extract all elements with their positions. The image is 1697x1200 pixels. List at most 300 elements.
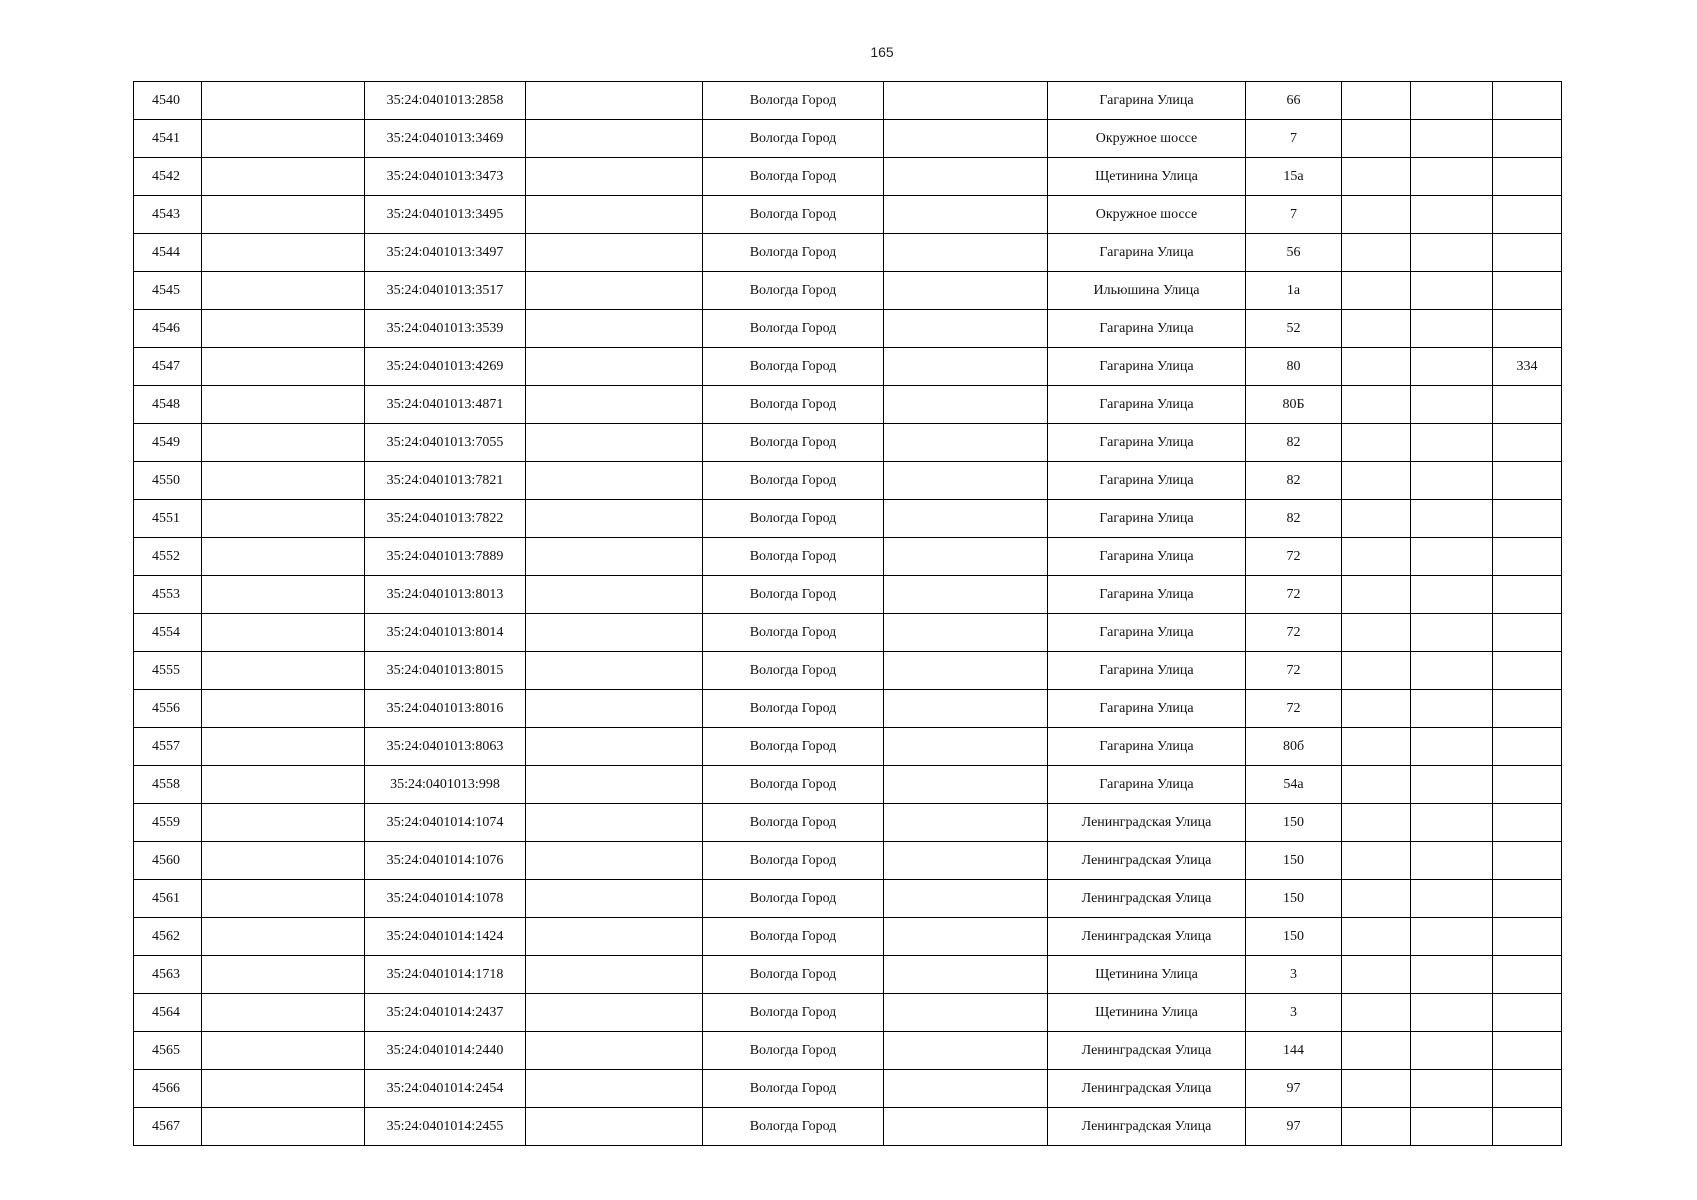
cell-row-number: 4563 [134,956,202,994]
cell-empty [526,690,703,728]
cell-cadastral-number: 35:24:0401013:3473 [365,158,526,196]
cell-empty [202,462,365,500]
cell-row-number: 4562 [134,918,202,956]
cell-cadastral-number: 35:24:0401014:2454 [365,1070,526,1108]
cell-empty [1342,956,1411,994]
cell-empty [202,272,365,310]
cell-city: Вологда Город [703,158,884,196]
cell-extra-value [1493,196,1562,234]
cell-empty [1411,424,1493,462]
cell-street: Гагарина Улица [1048,652,1246,690]
cell-row-number: 4547 [134,348,202,386]
cell-empty [1342,614,1411,652]
cell-row-number: 4546 [134,310,202,348]
cell-street: Гагарина Улица [1048,310,1246,348]
cell-empty [884,728,1048,766]
cell-city: Вологда Город [703,956,884,994]
cell-empty [1342,82,1411,120]
cell-empty [526,880,703,918]
cell-empty [202,880,365,918]
cell-empty [1342,1070,1411,1108]
cell-empty [884,804,1048,842]
cell-cadastral-number: 35:24:0401014:2437 [365,994,526,1032]
cell-extra-value [1493,918,1562,956]
cell-city: Вологда Город [703,1032,884,1070]
cell-street: Гагарина Улица [1048,462,1246,500]
cell-empty [1342,196,1411,234]
cell-row-number: 4553 [134,576,202,614]
cell-street: Гагарина Улица [1048,348,1246,386]
cell-empty [202,804,365,842]
cell-extra-value [1493,82,1562,120]
cell-empty [526,804,703,842]
cell-street: Щетинина Улица [1048,158,1246,196]
cell-city: Вологда Город [703,994,884,1032]
cell-city: Вологда Город [703,1108,884,1146]
cell-row-number: 4559 [134,804,202,842]
cell-empty [526,272,703,310]
cell-street: Гагарина Улица [1048,500,1246,538]
cell-city: Вологда Город [703,728,884,766]
cell-empty [526,652,703,690]
table-row [134,500,1562,538]
cell-empty [526,728,703,766]
cell-city: Вологда Город [703,576,884,614]
cell-empty [884,272,1048,310]
cell-empty [884,386,1048,424]
page-number: 165 [870,44,894,60]
cell-city: Вологда Город [703,880,884,918]
cell-street: Ленинградская Улица [1048,918,1246,956]
cell-empty [202,690,365,728]
cell-extra-value [1493,994,1562,1032]
cell-row-number: 4549 [134,424,202,462]
cell-extra-value [1493,880,1562,918]
cell-street: Гагарина Улица [1048,728,1246,766]
cell-cadastral-number: 35:24:0401014:1078 [365,880,526,918]
cell-empty [1411,690,1493,728]
cell-empty [1411,158,1493,196]
cell-cadastral-number: 35:24:0401013:7055 [365,424,526,462]
cell-empty [202,1032,365,1070]
cell-cadastral-number: 35:24:0401013:7821 [365,462,526,500]
cell-house-number: 1а [1246,272,1342,310]
cell-empty [202,234,365,272]
cell-empty [1342,766,1411,804]
cell-extra-value [1493,804,1562,842]
cell-cadastral-number: 35:24:0401013:4871 [365,386,526,424]
cell-extra-value [1493,158,1562,196]
cell-empty [1342,804,1411,842]
cell-empty [884,82,1048,120]
cell-row-number: 4548 [134,386,202,424]
cell-empty [202,538,365,576]
cell-empty [884,158,1048,196]
cell-empty [1342,652,1411,690]
cell-row-number: 4567 [134,1108,202,1146]
cell-row-number: 4545 [134,272,202,310]
table-row [134,462,1562,500]
cell-street: Гагарина Улица [1048,424,1246,462]
cell-cadastral-number: 35:24:0401013:3495 [365,196,526,234]
cell-extra-value [1493,310,1562,348]
cell-cadastral-number: 35:24:0401013:8014 [365,614,526,652]
cell-city: Вологда Город [703,120,884,158]
cell-extra-value [1493,500,1562,538]
cell-empty [1411,82,1493,120]
cell-extra-value [1493,1108,1562,1146]
cell-empty [202,728,365,766]
cell-house-number: 82 [1246,462,1342,500]
cell-city: Вологда Город [703,82,884,120]
cell-empty [1411,386,1493,424]
cell-row-number: 4555 [134,652,202,690]
table-row [134,196,1562,234]
cell-city: Вологда Город [703,1070,884,1108]
cell-empty [526,1032,703,1070]
cell-empty [884,1070,1048,1108]
cell-city: Вологда Город [703,538,884,576]
cell-empty [1411,462,1493,500]
cell-empty [1411,310,1493,348]
cell-empty [884,424,1048,462]
cell-empty [526,310,703,348]
cell-row-number: 4565 [134,1032,202,1070]
cell-empty [884,652,1048,690]
cell-empty [526,576,703,614]
cell-empty [1342,386,1411,424]
table-row [134,614,1562,652]
cell-empty [884,1032,1048,1070]
cell-empty [526,462,703,500]
cell-empty [526,234,703,272]
cell-cadastral-number: 35:24:0401013:8013 [365,576,526,614]
cell-extra-value [1493,842,1562,880]
table-row [134,386,1562,424]
cell-empty [1342,994,1411,1032]
table-row [134,120,1562,158]
cell-empty [1342,690,1411,728]
cell-empty [202,614,365,652]
cell-row-number: 4544 [134,234,202,272]
cell-empty [1411,956,1493,994]
cell-empty [1342,728,1411,766]
cell-street: Ленинградская Улица [1048,842,1246,880]
cell-empty [1411,918,1493,956]
cell-house-number: 52 [1246,310,1342,348]
cell-extra-value [1493,1032,1562,1070]
cell-cadastral-number: 35:24:0401013:3469 [365,120,526,158]
cell-empty [884,690,1048,728]
cell-empty [884,614,1048,652]
cell-extra-value [1493,614,1562,652]
cell-empty [1342,310,1411,348]
cell-street: Гагарина Улица [1048,82,1246,120]
cell-house-number: 3 [1246,956,1342,994]
cell-house-number: 150 [1246,804,1342,842]
cell-row-number: 4552 [134,538,202,576]
cell-street: Гагарина Улица [1048,386,1246,424]
cell-house-number: 80Б [1246,386,1342,424]
cell-empty [1411,766,1493,804]
cell-empty [884,462,1048,500]
cell-empty [526,766,703,804]
table-row [134,804,1562,842]
cell-empty [1411,880,1493,918]
cell-row-number: 4564 [134,994,202,1032]
cell-house-number: 7 [1246,120,1342,158]
cell-row-number: 4554 [134,614,202,652]
cell-empty [1342,462,1411,500]
cell-extra-value [1493,766,1562,804]
cell-cadastral-number: 35:24:0401014:1074 [365,804,526,842]
cell-house-number: 97 [1246,1108,1342,1146]
cell-street: Окружное шоссе [1048,120,1246,158]
cell-street: Гагарина Улица [1048,538,1246,576]
cell-row-number: 4556 [134,690,202,728]
cell-cadastral-number: 35:24:0401013:3539 [365,310,526,348]
cell-row-number: 4540 [134,82,202,120]
cell-row-number: 4558 [134,766,202,804]
cell-empty [526,348,703,386]
cell-house-number: 66 [1246,82,1342,120]
cell-house-number: 150 [1246,918,1342,956]
cell-row-number: 4550 [134,462,202,500]
cell-extra-value: 334 [1493,348,1562,386]
cell-extra-value [1493,272,1562,310]
cell-house-number: 82 [1246,500,1342,538]
cell-empty [526,994,703,1032]
cell-empty [1411,614,1493,652]
cell-house-number: 7 [1246,196,1342,234]
cell-empty [526,842,703,880]
cell-row-number: 4557 [134,728,202,766]
cell-cadastral-number: 35:24:0401013:4269 [365,348,526,386]
cell-empty [1342,1108,1411,1146]
cell-empty [526,158,703,196]
cell-empty [1411,1108,1493,1146]
cell-empty [1411,994,1493,1032]
cell-empty [202,386,365,424]
cell-empty [202,766,365,804]
cell-empty [202,158,365,196]
cell-row-number: 4551 [134,500,202,538]
cell-empty [202,196,365,234]
cell-street: Ленинградская Улица [1048,880,1246,918]
cell-empty [1411,576,1493,614]
table-row [134,652,1562,690]
cell-empty [884,576,1048,614]
cell-empty [1411,538,1493,576]
table-row [134,918,1562,956]
cell-empty [1411,272,1493,310]
cell-empty [526,500,703,538]
cell-street: Ильюшина Улица [1048,272,1246,310]
cell-empty [1342,576,1411,614]
table-row [134,956,1562,994]
cell-empty [202,1070,365,1108]
cell-city: Вологда Город [703,766,884,804]
cell-empty [1411,804,1493,842]
cell-empty [1342,234,1411,272]
table-row [134,576,1562,614]
cell-city: Вологда Город [703,652,884,690]
cell-city: Вологда Город [703,614,884,652]
cell-empty [1342,918,1411,956]
cell-city: Вологда Город [703,348,884,386]
cell-empty [526,82,703,120]
cell-street: Щетинина Улица [1048,956,1246,994]
cell-extra-value [1493,652,1562,690]
cell-street: Ленинградская Улица [1048,1108,1246,1146]
cell-row-number: 4542 [134,158,202,196]
cell-empty [1342,1032,1411,1070]
cell-extra-value [1493,462,1562,500]
table-row [134,424,1562,462]
cell-street: Гагарина Улица [1048,614,1246,652]
table-row [134,348,1562,386]
cell-empty [202,1108,365,1146]
cell-row-number: 4543 [134,196,202,234]
cell-cadastral-number: 35:24:0401013:8063 [365,728,526,766]
cell-extra-value [1493,1070,1562,1108]
table-row [134,82,1562,120]
cell-extra-value [1493,234,1562,272]
cell-city: Вологда Город [703,234,884,272]
cell-empty [526,956,703,994]
cell-empty [526,918,703,956]
cell-empty [1411,652,1493,690]
cell-street: Ленинградская Улица [1048,804,1246,842]
cell-street: Щетинина Улица [1048,994,1246,1032]
cell-city: Вологда Город [703,310,884,348]
cell-empty [1411,348,1493,386]
cell-street: Окружное шоссе [1048,196,1246,234]
table-row [134,234,1562,272]
cell-empty [884,880,1048,918]
cell-empty [1342,348,1411,386]
cell-empty [1342,158,1411,196]
cell-empty [1411,728,1493,766]
cell-cadastral-number: 35:24:0401013:998 [365,766,526,804]
cell-extra-value [1493,956,1562,994]
cell-empty [202,918,365,956]
table-row [134,1070,1562,1108]
cell-empty [526,386,703,424]
cell-empty [1342,880,1411,918]
cell-row-number: 4566 [134,1070,202,1108]
cell-street: Гагарина Улица [1048,576,1246,614]
table-row [134,272,1562,310]
cell-empty [526,1108,703,1146]
table-row [134,158,1562,196]
cell-empty [1411,500,1493,538]
cell-empty [1342,272,1411,310]
cell-empty [526,538,703,576]
cell-extra-value [1493,728,1562,766]
cell-empty [1411,1032,1493,1070]
cell-empty [526,120,703,158]
table-row [134,538,1562,576]
cell-empty [202,82,365,120]
cell-empty [884,994,1048,1032]
cell-empty [526,424,703,462]
cell-empty [202,348,365,386]
cell-street: Гагарина Улица [1048,690,1246,728]
cell-house-number: 80 [1246,348,1342,386]
cell-cadastral-number: 35:24:0401013:3497 [365,234,526,272]
cell-empty [884,196,1048,234]
cell-empty [202,500,365,538]
cell-empty [884,918,1048,956]
cell-empty [526,614,703,652]
cell-empty [1342,424,1411,462]
cell-house-number: 72 [1246,576,1342,614]
cell-cadastral-number: 35:24:0401013:3517 [365,272,526,310]
cell-empty [884,500,1048,538]
cell-city: Вологда Город [703,196,884,234]
cell-row-number: 4561 [134,880,202,918]
registry-table [133,81,1562,1146]
cell-empty [1342,120,1411,158]
cell-city: Вологда Город [703,690,884,728]
cell-empty [884,538,1048,576]
table-row [134,1108,1562,1146]
table-row [134,766,1562,804]
cell-extra-value [1493,386,1562,424]
table-row [134,690,1562,728]
cell-empty [1411,1070,1493,1108]
cell-house-number: 97 [1246,1070,1342,1108]
cell-empty [526,1070,703,1108]
cell-empty [1411,120,1493,158]
cell-house-number: 80б [1246,728,1342,766]
cell-city: Вологда Город [703,462,884,500]
cell-cadastral-number: 35:24:0401014:1076 [365,842,526,880]
table-row [134,310,1562,348]
cell-extra-value [1493,690,1562,728]
cell-city: Вологда Город [703,842,884,880]
cell-empty [884,348,1048,386]
table-row [134,728,1562,766]
cell-extra-value [1493,424,1562,462]
table-body [134,82,1562,1146]
cell-house-number: 56 [1246,234,1342,272]
cell-house-number: 144 [1246,1032,1342,1070]
cell-empty [202,576,365,614]
cell-cadastral-number: 35:24:0401013:8016 [365,690,526,728]
cell-empty [1411,842,1493,880]
cell-cadastral-number: 35:24:0401013:7822 [365,500,526,538]
cell-empty [202,310,365,348]
cell-empty [1342,842,1411,880]
cell-house-number: 150 [1246,842,1342,880]
cell-row-number: 4541 [134,120,202,158]
cell-house-number: 72 [1246,690,1342,728]
cell-empty [202,424,365,462]
cell-house-number: 15а [1246,158,1342,196]
cell-empty [884,956,1048,994]
cell-cadastral-number: 35:24:0401014:2455 [365,1108,526,1146]
cell-empty [526,196,703,234]
cell-empty [884,234,1048,272]
cell-cadastral-number: 35:24:0401013:7889 [365,538,526,576]
cell-street: Гагарина Улица [1048,766,1246,804]
cell-house-number: 72 [1246,614,1342,652]
cell-house-number: 72 [1246,538,1342,576]
cell-city: Вологда Город [703,272,884,310]
cell-row-number: 4560 [134,842,202,880]
